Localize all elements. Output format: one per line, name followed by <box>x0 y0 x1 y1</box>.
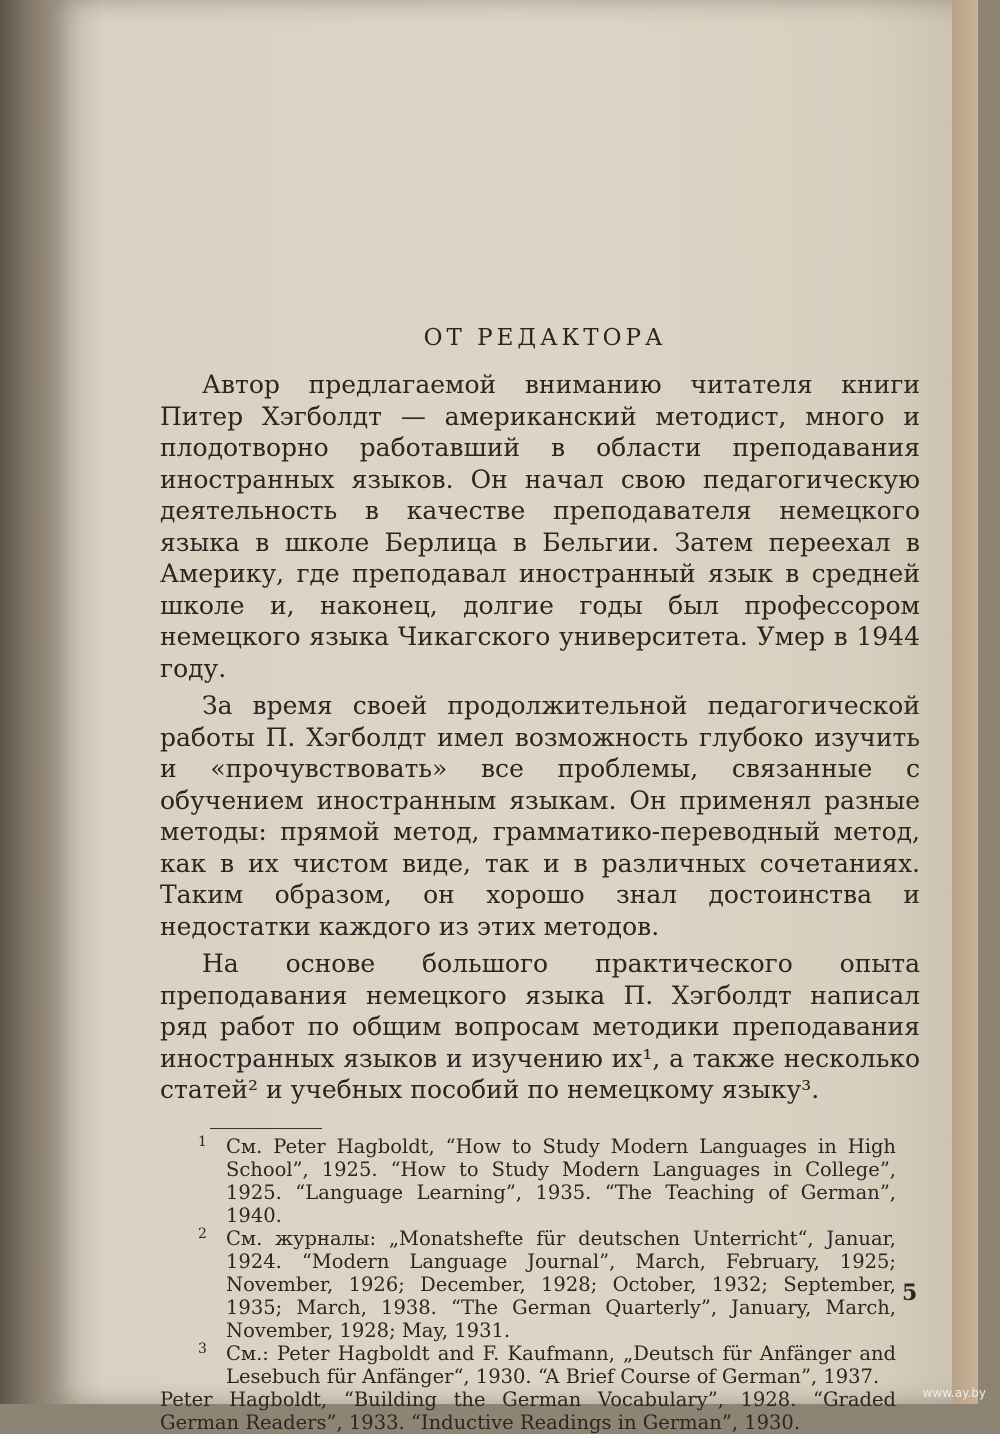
footnote-text: См.: Peter Hagboldt and F. Kaufmann, „Deutsch für Anfänger and Lesebuch für Anfänger“, 1930. “A Brief Course of German”, 1937. <box>226 1341 896 1388</box>
footnote-text: См. Peter Hagboldt, “How to Study Modern Languages in High School”, 1925. “How to Study Modern Languages in College”, 1925. “Language Learning”, 1935. “The Teaching of German”, 1940. <box>226 1134 896 1227</box>
footnote-divider <box>210 1128 322 1129</box>
section-heading: ОТ РЕДАКТОРА <box>423 325 667 351</box>
footnote-2 <box>196 1227 896 1342</box>
footnote-continuation: Peter Hagboldt, “Building the German Vocabulary”, 1928. “Graded German Readers”, 1933. “Inductive Readings in German”, 1930. <box>160 1387 896 1434</box>
footnotes <box>160 1133 896 1434</box>
footnote-text: См. журналы: „Monatshefte für deutschen Unterricht“, Januar, 1924. “Modern Language Journal”, March, February, 1925; November, 1926; December, 1928; October, 1932; September, 1935; March, 1938. “The German Quarterly”, January, March, November, 1928; May, 1931. <box>226 1226 896 1342</box>
paragraph-3: На основе большого практического опыта преподавания немецкого языка П. Хэгболдт написал ряд работ по общим вопросам методики преподавания иностранных языков и изучению их¹, а также несколько статей² и учебных пособий по немецкому языку³. <box>160 949 920 1104</box>
footnote-number: 3 <box>198 1340 207 1357</box>
page-number: 5 <box>902 1280 918 1306</box>
page-content <box>160 325 920 1434</box>
page-edge-strip <box>952 0 978 1404</box>
paragraph-2: За время своей продолжительной педагогической работы П. Хэгболдт имел возможность глубоко изучить и «прочувствовать» все проблемы, связанные с обучением иностранным языкам. Он применял разные методы: прямой метод, грамматико-переводный метод, как в их чистом виде, так и в различных сочетаниях. Таким образом, он хорошо знал достоинства и недостатки каждого из этих методов. <box>160 691 920 941</box>
footnote-number: 2 <box>198 1225 207 1242</box>
watermark: www.ay.by <box>922 1386 986 1400</box>
footnote-3 <box>196 1342 896 1388</box>
paragraph-1: Автор предлагаемой вниманию читателя книги Питер Хэгболдт — американский методист, много и плодотворно работавший в области преподавания иностранных языков. Он начал свою педагогическую деятельность в качестве преподавателя немецкого языка в школе Берлица в Бельгии. Затем переехал в Америку, где преподавал иностранный язык в средней школе и, наконец, долгие годы был профессором немецкого языка Чикагского университета. Умер в 1944 году. <box>160 370 920 683</box>
footnote-number: 1 <box>198 1133 207 1150</box>
footnote-1 <box>196 1135 896 1227</box>
